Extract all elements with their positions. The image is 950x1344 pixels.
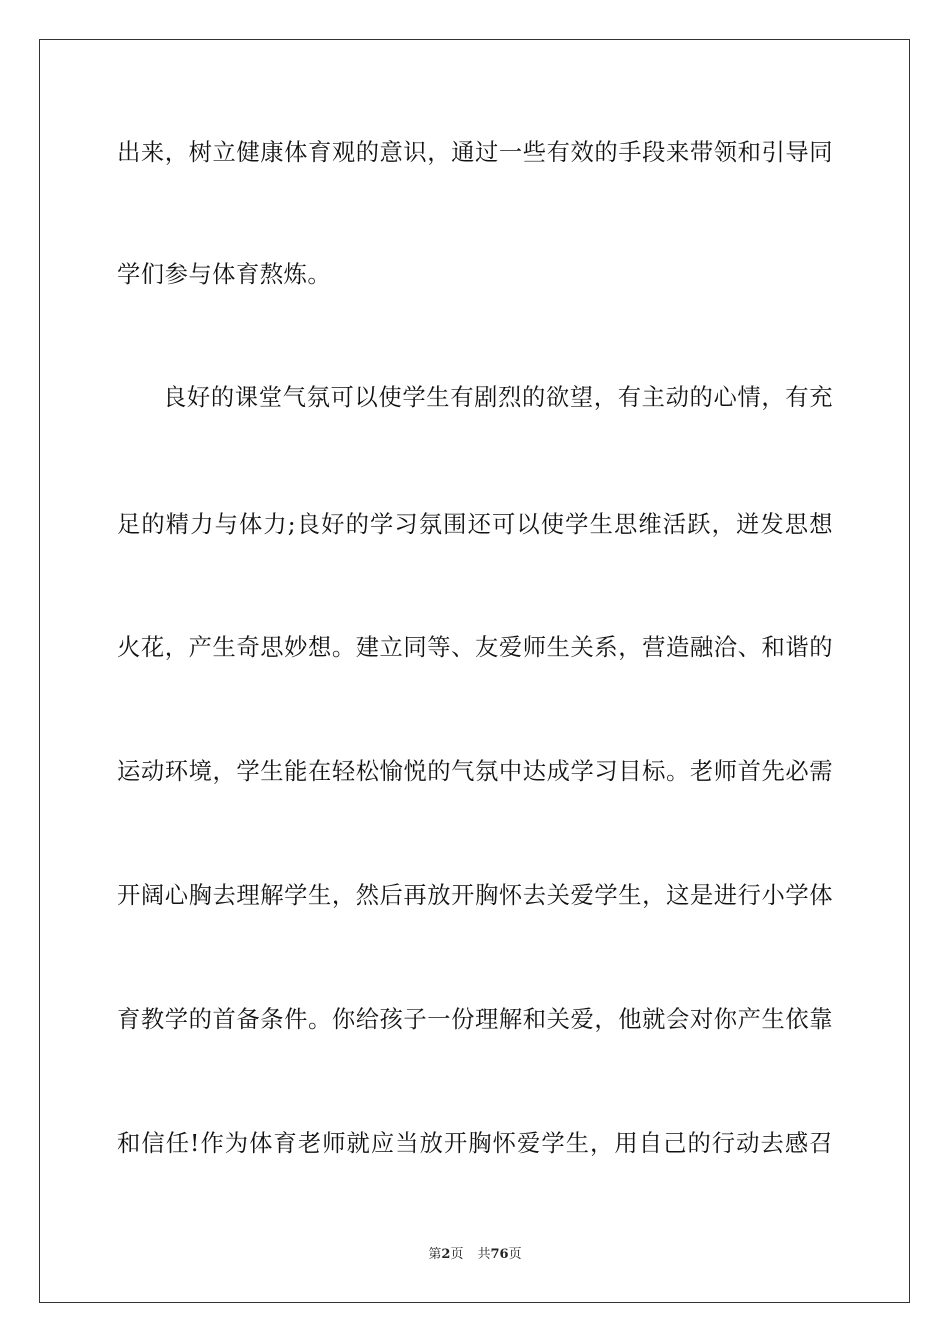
total-prefix: 共 bbox=[477, 1247, 491, 1262]
page-number: 2 bbox=[441, 1247, 451, 1262]
total-suffix: 页 bbox=[508, 1247, 522, 1262]
page-suffix: 页 bbox=[450, 1247, 464, 1262]
page-border bbox=[39, 39, 910, 1303]
body-line-1: 出来，树立健康体育观的意识，通过一些有效的手段来带领和引导同 bbox=[117, 139, 833, 166]
body-line-6: 运动环境，学生能在轻松愉悦的气氛中达成学习目标。老师首先必需 bbox=[117, 758, 833, 785]
body-line-9: 和信任!作为体育老师就应当放开胸怀爱学生，用自己的行动去感召 bbox=[117, 1130, 833, 1157]
body-line-3: 良好的课堂气氛可以使学生有剧烈的欲望，有主动的心情，有充 bbox=[163, 384, 833, 411]
total-pages: 76 bbox=[490, 1247, 509, 1262]
body-line-8: 育教学的首备条件。你给孩子一份理解和关爱，他就会对你产生依靠 bbox=[117, 1006, 833, 1033]
body-line-7: 开阔心胸去理解学生，然后再放开胸怀去关爱学生，这是进行小学体 bbox=[117, 882, 833, 909]
body-line-4: 足的精力与体力;良好的学习氛围还可以使学生思维活跃，迸发思想 bbox=[117, 511, 833, 538]
page-prefix: 第 bbox=[428, 1247, 442, 1262]
page-footer bbox=[0, 1245, 950, 1265]
body-line-5: 火花，产生奇思妙想。建立同等、友爱师生关系，营造融洽、和谐的 bbox=[117, 634, 833, 661]
body-line-2: 学们参与体育熬炼。 bbox=[117, 261, 332, 288]
